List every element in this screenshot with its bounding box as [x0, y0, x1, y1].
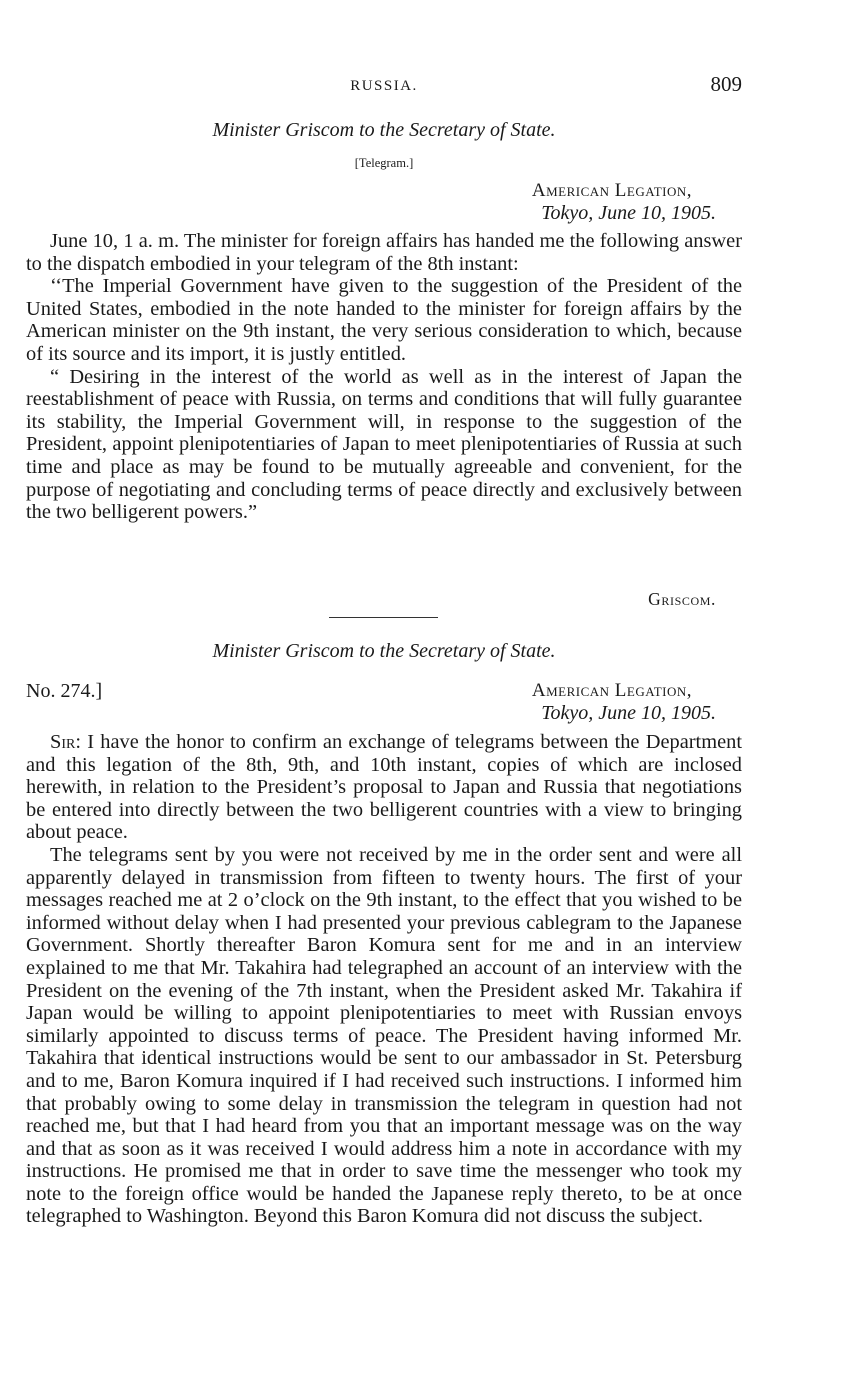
- document1-paragraph-1: June 10, 1 a. m. The minister for foreign affairs has handed me the following answer to the dispatch embodied in your telegram of the 8th instant:: [26, 230, 742, 275]
- document1-address: [26, 180, 742, 224]
- salutation: Sir:: [50, 731, 82, 753]
- document2-body: [26, 731, 742, 1228]
- document2-address-line2: Tokyo, June 10, 1905.: [541, 702, 716, 724]
- document2-paragraph-1-text: I have the honor to confirm an exchange of telegrams between the Department and this legation of the 8th, 9th, and 10th instant, copies of which are inclosed herewith, in relation to the President’s proposal to Japan and Russia that negotiations be entered into directly between the two belligerent countries with a view to bringing about peace.: [26, 731, 742, 844]
- document1-paragraph-3: “ Desiring in the interest of the world as well as in the interest of Japan the reestablishment of peace with Russia, on terms and conditions that will fully guarantee its stability, the Imperial Government will, in response to the suggestion of the President, appoint plenipotentiaries of Japan to meet plenipotentiaries of Russia at such time and place as may be found to be mutually agreeable and convenient, for the purpose of negotiating and concluding terms of peace directly and exclusively between the two belligerent powers.”: [26, 365, 742, 524]
- document1-signature: Griscom.: [648, 589, 716, 609]
- document1-body: [26, 230, 742, 524]
- document2-address: [26, 680, 742, 724]
- document1-paragraph-2: ‘‘The Imperial Government have given to the suggestion of the President of the United States, embodied in the note handed to the minister for foreign affairs by the American minister on the 9th instant, the very serious consideration to which, because of its source and its import, it is justly entitled.: [26, 275, 742, 365]
- page-number: 809: [710, 72, 742, 96]
- document1-heading: Minister Griscom to the Secretary of State.: [212, 119, 556, 141]
- document2-number: No. 274.]: [26, 680, 103, 702]
- document2-heading: Minister Griscom to the Secretary of State.: [212, 640, 556, 662]
- running-title: RUSSIA.: [350, 78, 418, 94]
- document2-paragraph-1: [26, 731, 742, 844]
- running-header: [26, 72, 742, 102]
- section-divider: [329, 617, 438, 618]
- document1-address-line2: Tokyo, June 10, 1905.: [541, 202, 716, 224]
- document-page: [26, 0, 742, 1380]
- document2-paragraph-2: The telegrams sent by you were not received by me in the order sent and were all apparently delayed in transmission from fifteen to twenty hours. The first of your messages reached me at 2 o’clock on the 9th instant, to the effect that you wished to be informed without delay when I had presented your previous cablegram to the Japanese Government. Shortly thereafter Baron Komura sent for me and in an interview explained to me that Mr. Takahira had telegraphed an account of an interview with the President on the evening of the 7th instant, when the President asked Mr. Takahira if Japan would be willing to appoint plenipotentiaries to meet with Russian envoys similarly appointed to discuss terms of peace. The President having informed Mr. Takahira that identical instructions would be sent to our ambassador in St. Petersburg and to me, Baron Komura inquired if I had received such instructions. I informed him that probably owing to some delay in transmission the telegram in question had not reached me, but that I had heard from you that an important message was on the way and that as soon as it was received I would address him a note in accordance with my instructions. He promised me that in order to save time the messenger who took my note to the foreign office would be handed the Japanese reply thereto, to be at once telegraphed to Washington. Beyond this Baron Komura did not discuss the subject.: [26, 843, 742, 1228]
- document2-address-line1: American Legation,: [531, 680, 692, 701]
- document1-address-line1: American Legation,: [531, 180, 692, 201]
- telegram-label: [Telegram.]: [354, 156, 414, 170]
